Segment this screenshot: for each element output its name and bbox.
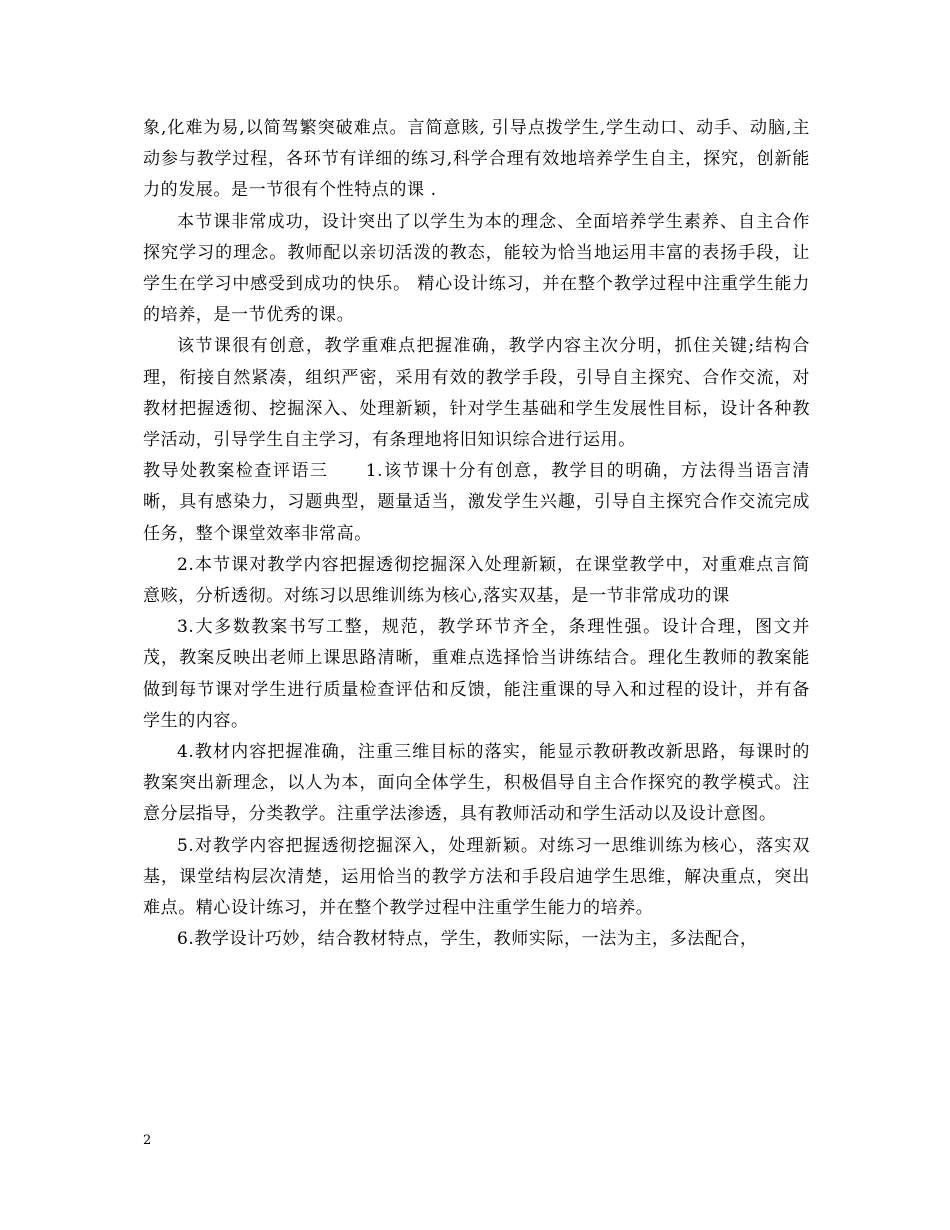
paragraph-9: 6.教学设计巧妙，结合教材特点，学生，教师实际，一法为主，多法配合， (177, 929, 758, 950)
paragraph-2: 本节课非常成功，设计突出了以学生为本的理念、全面培养学生素养、自主合作探究学习的理念。教师配以亲切活泼的教态，能较为恰当地运用丰富的表扬手段，让学生在学习中感受到成功的快乐。 精心设计练习，并在整个教学过程中注重学生能力的培养，是一节优秀的课。 (143, 211, 810, 326)
paragraph-4: 教导处教案检查评语三 1.该节课十分有创意，教学目的明确，方法得当语言清晰，具有感染力，习题典型，题量适当，激发学生兴趣，引导自主探究合作交流完成任务，整个课堂效率非常高。 (143, 461, 810, 544)
page-number: 2 (143, 1133, 152, 1148)
paragraph-6: 3.大多数教案书写工整，规范，教学环节齐全，条理性强。设计合理，图文并茂，教案反映出老师上课思路清晰，重难点选择恰当讲练结合。理化生教师的教案能做到每节课对学生进行质量检查评估和反馈，能注重课的导入和过程的设计，并有备学生的内容。 (143, 617, 810, 731)
paragraph-5: 2.本节课对教学内容把握透彻挖掘深入处理新颖，在课堂教学中，对重难点言简意赅，分析透彻。对练习以思维训练为核心,落实双基，是一节非常成功的课 (143, 554, 810, 607)
body-text (143, 113, 810, 955)
paragraph-3: 该节课很有创意，教学重难点把握准确，教学内容主次分明，抓住关键;结构合理，衔接自然紧凑，组织严密，采用有效的教学手段，引导自主探究、合作交流，对教材把握透彻、挖掘深入、处理新颖，针对学生基础和学生发展性目标，设计各种教学活动，引导学生自主学习，有条理地将旧知识综合进行运用。 (143, 336, 810, 451)
paragraph-7: 4.教材内容把握准确，注重三维目标的落实，能显示教研教改新思路，每课时的教案突出新理念，以人为本，面向全体学生，积极倡导自主合作探究的教学模式。注意分层指导，分类教学。注重学法渗透，具有教师活动和学生活动以及设计意图。 (143, 742, 810, 825)
paragraph-8: 5.对教学内容把握透彻挖掘深入，处理新颖。对练习一思维训练为核心，落实双基，课堂结构层次清楚，运用恰当的教学方法和手段启迪学生思维，解决重点，突出难点。精心设计练习，并在整个教学过程中注重学生能力的培养。 (143, 835, 810, 919)
paragraph-1: 象,化难为易,以简驾繁突破难点。言简意賅, 引导点拨学生,学生动口、动手、动脑,主动参与教学过程，各环节有详细的练习,科学合理有效地培养学生自主，探究，创新能力的发展。是一节很有个性特点的课 . (143, 118, 810, 201)
